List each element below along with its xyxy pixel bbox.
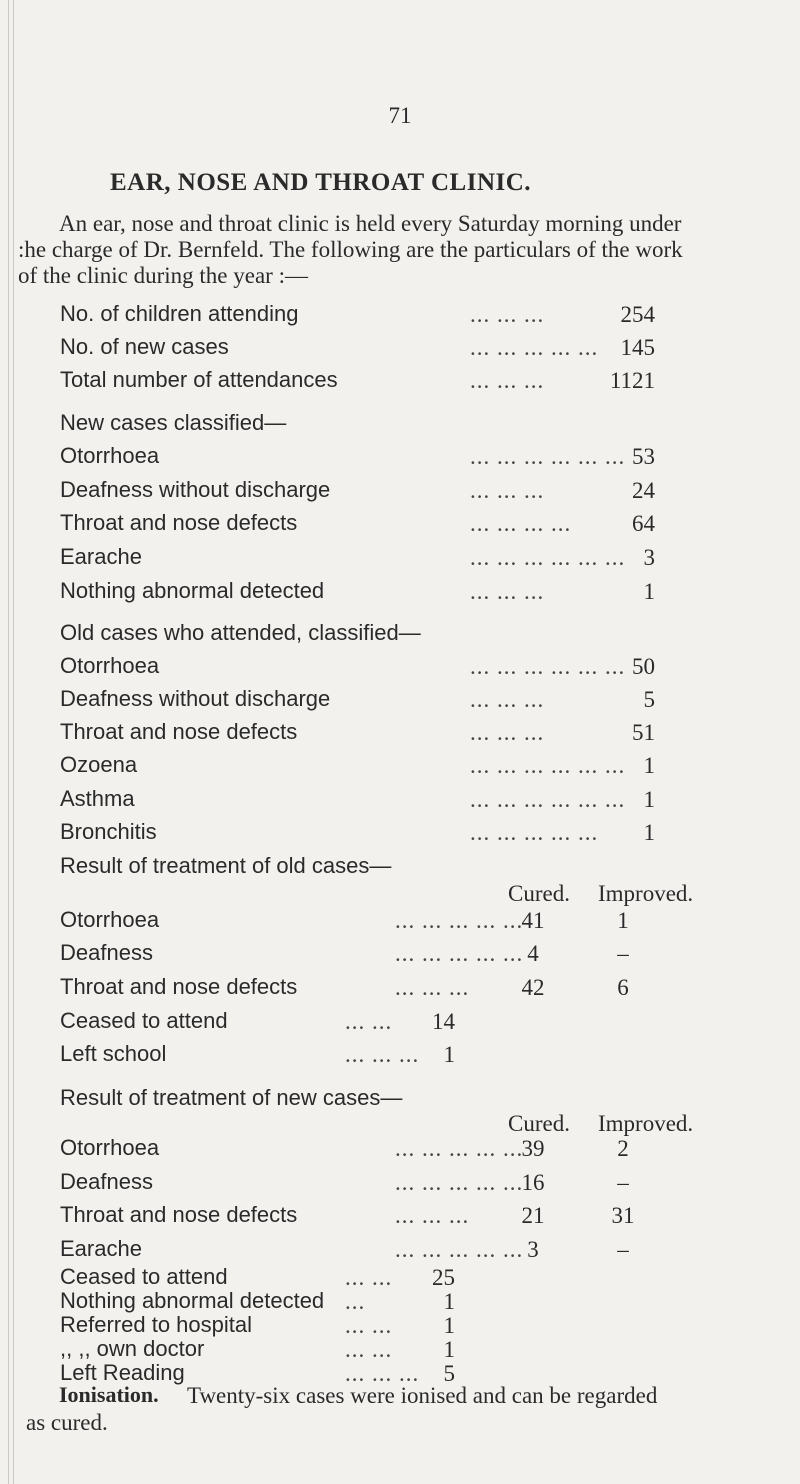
ionisation-text-cont: as cured.: [26, 1410, 108, 1435]
new-col-cured: Cured.: [508, 1111, 570, 1136]
old-result-improved: 1: [617, 908, 629, 933]
new-case-label: Throat and nose defects: [60, 510, 298, 535]
new-result-improved: 2: [617, 1136, 629, 1161]
new-other-label: Ceased to attend: [60, 1264, 228, 1289]
old-case-label: Asthma: [60, 786, 135, 811]
intro-line-1: An ear, nose and throat clinic is held every Saturday morning under: [59, 211, 682, 236]
new-other-label: Nothing abnormal detected: [60, 1288, 325, 1313]
new-other-label: Left Reading: [60, 1360, 185, 1385]
old-result-cured: 4: [527, 941, 539, 966]
new-case-value: 53: [632, 444, 655, 469]
old-result-improved: 6: [617, 975, 629, 1000]
new-result-cured: 39: [521, 1136, 545, 1161]
new-case-label: Nothing abnormal detected: [60, 578, 325, 603]
summary-leader: ... ... ... ... ...: [470, 335, 599, 360]
old-col-improved: Improved.: [598, 881, 694, 906]
new-other-label: ,, ,, own doctor: [60, 1336, 205, 1361]
new-case-value: 1: [643, 579, 655, 604]
new-case-leader: ... ... ... ...: [470, 511, 572, 536]
new-result-cured: 3: [527, 1237, 539, 1262]
new-other-leader: ... ... ...: [345, 1361, 420, 1386]
new-result-improved: 31: [611, 1203, 635, 1228]
new-cases-heading: New cases classified—: [60, 410, 287, 435]
intro-line-3: of the clinic during the year :—: [18, 263, 308, 288]
old-results-heading: Result of treatment of old cases—: [60, 853, 392, 878]
new-case-label: Deafness without discharge: [60, 477, 331, 502]
new-result-label: Earache: [60, 1236, 142, 1261]
new-case-value: 3: [643, 545, 655, 570]
old-case-leader: ... ... ... ... ... ...: [470, 787, 626, 812]
new-case-value: 24: [632, 478, 655, 503]
old-case-value: 1: [643, 787, 655, 812]
new-col-improved: Improved.: [598, 1111, 694, 1136]
new-result-leader: ... ... ... ... ...: [395, 1237, 524, 1262]
new-other-value: 1: [443, 1313, 455, 1338]
old-case-leader: ... ... ...: [470, 720, 545, 745]
new-case-leader: ... ... ... ... ... ...: [470, 444, 626, 469]
new-result-improved: –: [617, 1237, 629, 1262]
new-other-leader: ... ...: [345, 1265, 393, 1290]
old-result-cured: 41: [521, 908, 545, 933]
old-case-leader: ... ... ... ... ...: [470, 820, 599, 845]
old-other-value: 14: [432, 1009, 455, 1034]
ionisation-text: Twenty-six cases were ionised and can be regarded: [187, 1383, 658, 1408]
old-case-value: 1: [643, 820, 655, 845]
old-case-label: Ozoena: [60, 752, 138, 777]
summary-value: 145: [620, 335, 655, 360]
summary-leader: ... ... ...: [470, 368, 545, 393]
new-other-leader: ...: [345, 1289, 366, 1314]
new-case-label: Earache: [60, 544, 142, 569]
old-result-leader: ... ... ... ... ...: [395, 941, 524, 966]
old-case-label: Bronchitis: [60, 819, 157, 844]
old-case-value: 5: [643, 687, 655, 712]
new-result-improved: –: [617, 1170, 629, 1195]
page-number: 71: [388, 103, 412, 128]
old-result-leader: ... ... ... ... ...: [395, 908, 524, 933]
old-case-value: 51: [632, 720, 655, 745]
new-other-leader: ... ...: [345, 1337, 393, 1362]
old-case-value: 50: [632, 654, 655, 679]
old-other-leader: ... ...: [345, 1009, 393, 1034]
new-other-value: 1: [443, 1337, 455, 1362]
new-result-leader: ... ... ... ... ...: [395, 1170, 524, 1195]
page-edge-line: [13, 0, 14, 1484]
old-case-leader: ... ... ... ... ... ...: [470, 654, 626, 679]
old-result-label: Otorrhoea: [60, 907, 160, 932]
old-case-label: Otorrhoea: [60, 653, 160, 678]
intro-line-2: :he charge of Dr. Bernfeld. The following are the particulars of the work: [18, 237, 683, 262]
old-result-label: Deafness: [60, 940, 153, 965]
old-result-label: Throat and nose defects: [60, 974, 298, 999]
new-result-label: Deafness: [60, 1169, 153, 1194]
summary-label: No. of new cases: [60, 334, 229, 359]
new-other-label: Referred to hospital: [60, 1312, 252, 1337]
summary-value: 1121: [609, 368, 655, 393]
old-case-label: Deafness without discharge: [60, 686, 331, 711]
new-other-leader: ... ...: [345, 1313, 393, 1338]
new-result-cured: 21: [521, 1203, 545, 1228]
new-case-leader: ... ... ...: [470, 579, 545, 604]
old-other-label: Left school: [60, 1041, 167, 1066]
new-result-label: Otorrhoea: [60, 1135, 160, 1160]
old-other-label: Ceased to attend: [60, 1008, 228, 1033]
new-result-cured: 16: [521, 1170, 545, 1195]
summary-value: 254: [620, 302, 655, 327]
ionisation-heading: Ionisation.: [59, 1382, 159, 1407]
summary-label: No. of children attending: [60, 301, 299, 326]
old-result-leader: ... ... ...: [395, 975, 470, 1000]
new-case-value: 64: [632, 511, 655, 536]
old-result-improved: –: [617, 941, 629, 966]
new-other-value: 25: [432, 1265, 455, 1290]
old-result-cured: 42: [521, 975, 545, 1000]
new-result-label: Throat and nose defects: [60, 1202, 298, 1227]
new-result-leader: ... ... ...: [395, 1203, 470, 1228]
new-results-heading: Result of treatment of new cases—: [60, 1085, 403, 1110]
old-case-leader: ... ... ...: [470, 687, 545, 712]
old-col-cured: Cured.: [508, 881, 570, 906]
new-case-leader: ... ... ...: [470, 478, 545, 503]
old-cases-heading: Old cases who attended, classified—: [60, 620, 421, 645]
new-case-leader: ... ... ... ... ... ...: [470, 545, 626, 570]
page-edge-line: [8, 0, 9, 1484]
summary-leader: ... ... ...: [470, 302, 545, 327]
old-other-value: 1: [443, 1042, 455, 1067]
new-other-value: 5: [443, 1361, 455, 1386]
old-case-label: Throat and nose defects: [60, 719, 298, 744]
new-result-leader: ... ... ... ... ...: [395, 1136, 524, 1161]
new-other-value: 1: [443, 1289, 455, 1314]
old-case-value: 1: [643, 753, 655, 778]
old-case-leader: ... ... ... ... ... ...: [470, 753, 626, 778]
new-case-label: Otorrhoea: [60, 443, 160, 468]
old-other-leader: ... ... ...: [345, 1042, 420, 1067]
summary-label: Total number of attendances: [60, 367, 338, 392]
page-title: EAR, NOSE AND THROAT CLINIC.: [110, 169, 532, 196]
